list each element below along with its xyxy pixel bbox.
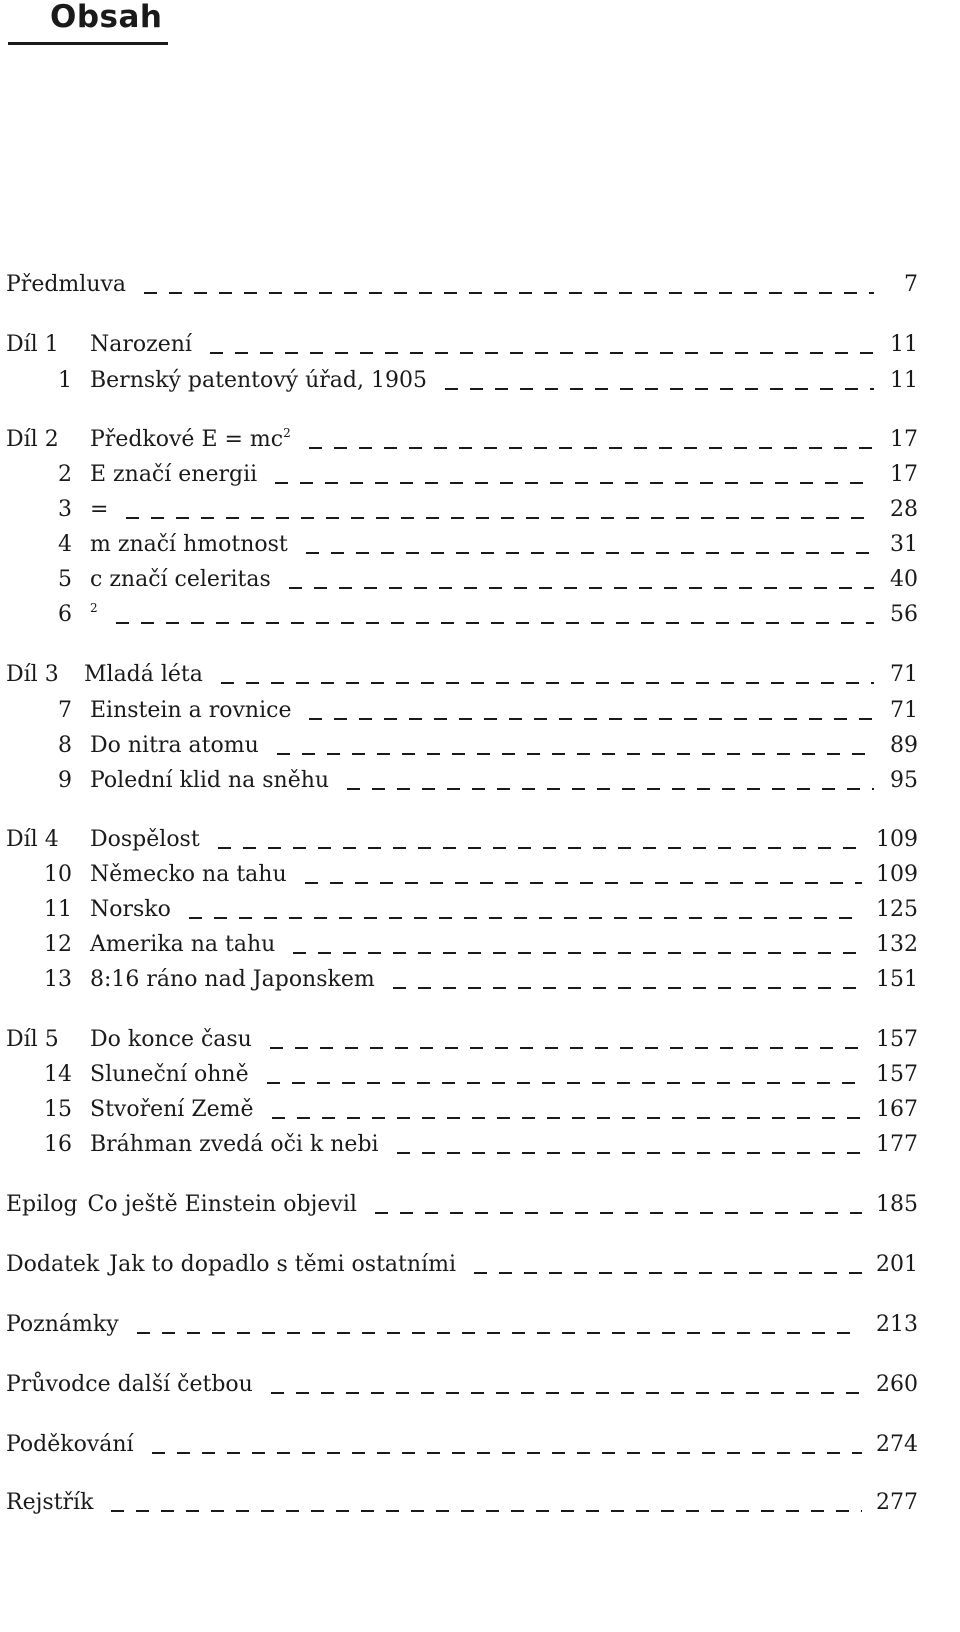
entry-title: E značí energii [90,462,258,487]
toc-entry-chapter-8[interactable] [6,731,918,761]
chapter-number: 1 [58,368,72,393]
superscript: 2 [90,601,98,615]
toc-entry-predmluva[interactable] [6,270,918,300]
chapter-number: 5 [58,567,72,592]
dot-leader [445,388,874,390]
superscript: 2 [283,426,291,440]
entry-page: 132 [876,932,918,957]
dot-leader [309,447,874,449]
entry-page: 71 [890,698,918,723]
dot-leader [474,1272,862,1274]
entry-title-text: Předkové E = mc [90,427,284,452]
chapter-number: 15 [44,1097,72,1122]
toc-entry-chapter-12[interactable] [6,930,918,960]
toc-heading [8,0,168,45]
toc-entry-chapter-16[interactable] [6,1130,918,1160]
chapter-number: 2 [58,462,72,487]
entry-title: m značí hmotnost [90,532,288,557]
chapter-number: 14 [44,1062,72,1087]
dot-leader [116,622,874,624]
entry-title: Sluneční ohně [90,1062,249,1087]
entry-title [90,600,98,630]
dot-leader [189,917,862,919]
dot-leader [144,292,874,294]
entry-page: 125 [876,897,918,922]
entry-title: Narození [90,332,192,357]
dot-leader [270,1047,862,1049]
part-label: Díl 5 [6,1027,59,1052]
dot-leader [289,587,874,589]
toc-entry-dodatek[interactable] [6,1250,918,1280]
entry-title: Do nitra atomu [90,733,259,758]
chapter-number: 4 [58,532,72,557]
entry-page: 167 [876,1097,918,1122]
entry-title: Průvodce další četbou [6,1372,253,1397]
dot-leader [293,952,862,954]
entry-title: Stvoření Země [90,1097,254,1122]
toc-entry-chapter-11[interactable] [6,895,918,925]
entry-page: 17 [890,462,918,487]
toc-entry-pruvodce[interactable] [6,1370,918,1400]
entry-title: Amerika na tahu [90,932,276,957]
toc-entry-part-4[interactable] [6,825,918,855]
entry-title: Předmluva [6,272,127,297]
entry-page: 260 [876,1372,918,1397]
toc-entry-chapter-4[interactable] [6,530,918,560]
entry-title: Bernský patentový úřad, 1905 [90,368,427,393]
entry-title: Poděkování [6,1432,134,1457]
heading-underline [8,42,168,45]
toc-entry-epilog[interactable] [6,1190,918,1220]
chapter-number: 8 [58,733,72,758]
entry-page: 201 [876,1252,918,1277]
toc-entry-chapter-10[interactable] [6,860,918,890]
dot-leader [271,1392,862,1394]
dot-leader [126,517,874,519]
entry-page: 157 [876,1062,918,1087]
entry-title: Rejstřík [6,1490,94,1515]
entry-title: Do konce času [90,1027,252,1052]
dot-leader [397,1152,862,1154]
entry-page: 109 [876,827,918,852]
chapter-number: 13 [44,967,72,992]
toc-entry-chapter-5[interactable] [6,565,918,595]
entry-page: 177 [876,1132,918,1157]
part-label: Díl 3 [6,662,59,687]
entry-page: 277 [876,1490,918,1515]
entry-page: 7 [904,272,918,297]
dot-leader [210,352,874,354]
dot-leader [152,1452,862,1454]
entry-page: 11 [890,332,918,357]
entry-page: 157 [876,1027,918,1052]
entry-page: 213 [876,1312,918,1337]
entry-page: 28 [890,497,918,522]
chapter-number: 9 [58,768,72,793]
chapter-number: 7 [58,698,72,723]
entry-page: 56 [890,602,918,627]
section-label: Epilog [6,1192,78,1217]
dot-leader [305,882,862,884]
part-label: Díl 2 [6,427,59,452]
dot-leader [347,788,874,790]
entry-page: 31 [890,532,918,557]
entry-page: 95 [890,768,918,793]
entry-title: c značí celeritas [90,567,271,592]
entry-page: 274 [876,1432,918,1457]
entry-page: 109 [876,862,918,887]
entry-title: Poznámky [6,1312,119,1337]
dot-leader [306,552,874,554]
entry-title: Mladá léta [84,662,203,687]
entry-title [90,425,291,455]
toc-entry-podekovani[interactable] [6,1430,918,1460]
toc-entry-part-2[interactable] [6,425,918,455]
entry-title: 8:16 ráno nad Japonskem [90,967,375,992]
toc-entry-chapter-6[interactable] [6,600,918,630]
toc-entry-rejstrik[interactable] [6,1488,918,1518]
entry-title: Polední klid na sněhu [90,768,330,793]
page-title: Obsah [50,0,163,35]
entry-title: Německo na tahu [90,862,287,887]
part-label: Díl 1 [6,332,59,357]
dot-leader [375,1212,862,1214]
entry-title: Dospělost [90,827,200,852]
toc-entry-chapter-15[interactable] [6,1095,918,1125]
chapter-number: 12 [44,932,72,957]
entry-page: 40 [890,567,918,592]
dot-leader [267,1082,862,1084]
chapter-number: 11 [44,897,72,922]
entry-page: 151 [876,967,918,992]
entry-title: Jak to dopadlo s těmi ostatními [109,1252,456,1277]
toc-entry-part-5[interactable] [6,1025,918,1055]
chapter-number: 10 [44,862,72,887]
dot-leader [277,753,874,755]
dot-leader [393,987,862,989]
entry-title: Bráhman zvedá oči k nebi [90,1132,379,1157]
chapter-number: 3 [58,497,72,522]
entry-page: 17 [890,427,918,452]
dot-leader [137,1332,862,1334]
dot-leader [272,1117,862,1119]
entry-title: Einstein a rovnice [90,698,292,723]
dot-leader [309,718,874,720]
entry-page: 11 [890,368,918,393]
toc-entry-chapter-1[interactable] [6,366,918,396]
toc-entry-chapter-3[interactable] [6,495,918,525]
toc-entry-part-1[interactable] [6,330,918,360]
toc-entry-chapter-13[interactable] [6,965,918,995]
section-label: Dodatek [6,1252,100,1277]
entry-page: 71 [890,662,918,687]
toc-entry-poznamky[interactable] [6,1310,918,1340]
toc-entry-chapter-9[interactable] [6,766,918,796]
chapter-number: 16 [44,1132,72,1157]
part-label: Díl 4 [6,827,59,852]
dot-leader [275,482,874,484]
dot-leader [218,847,862,849]
entry-title: Co ještě Einstein objevil [87,1192,357,1217]
entry-page: 89 [890,733,918,758]
toc-entry-chapter-14[interactable] [6,1060,918,1090]
toc-entry-chapter-7[interactable] [6,696,918,726]
chapter-number: 6 [58,602,72,627]
entry-page: 185 [876,1192,918,1217]
toc-entry-chapter-2[interactable] [6,460,918,490]
entry-title: = [90,497,109,522]
dot-leader [221,682,874,684]
toc-entry-part-3[interactable] [6,660,918,690]
entry-title: Norsko [90,897,171,922]
dot-leader [111,1510,862,1512]
